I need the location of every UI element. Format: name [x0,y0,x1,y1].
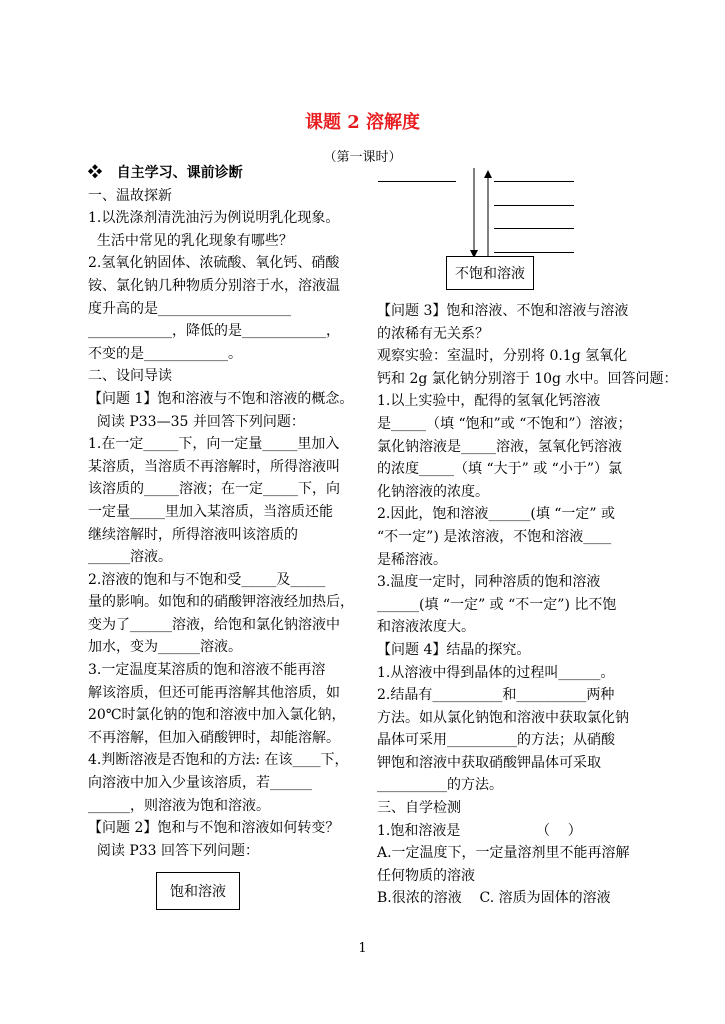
text-line: 一、温故探新 [88,187,172,204]
text-line: 【问题 3】饱和溶液、不饱和溶液与溶液 [377,303,629,319]
text-line: 钙和 2g 氯化钠分别溶于 10g 水中。回答问题： [377,370,678,387]
text-line: 3.温度一定时，同种溶质的饱和溶液 [377,574,601,591]
text-line: 1.从溶液中得到晶体的过程叫______。 [377,664,615,681]
text-line: 三、自学检测 [377,800,461,817]
text-line: B.很浓的溶液 C. 溶质为固体的溶液 [377,890,611,907]
text-line: 是稀溶液。 [377,551,447,568]
text-line: 该溶质的_____溶液；在一定_____下，向 [88,481,340,498]
text-line: 2.结晶有__________和__________两种 [377,687,615,704]
text-line: 晶体可采用__________的方法；从硝酸 [377,732,615,749]
diagram-blank-right-4 [494,252,574,253]
text-line: 不再溶解，但加入硝酸钾时，却能溶解。 [88,729,340,746]
text-line: __________的方法。 [377,777,503,794]
text-line: 铵、氯化钠几种物质分别溶于水，溶液温 [88,277,340,294]
text-line: 任何物质的溶液 [377,867,475,884]
text-line: 1.以洗涤剂清洗油污为例说明乳化现象。 [88,210,340,227]
text-line: 向溶液中加入少量该溶质，若______ [88,775,312,792]
text-line: 2.溶液的饱和与不饱和受_____及_____ [88,571,326,588]
text-line: ______(填 “一定” 或 “不一定”) 比不饱 [377,596,617,613]
text-line: 二、设问导读 [88,368,172,385]
diagram-blank-left-1 [378,181,456,182]
text-line: 1.以上实验中，配得的氢氧化钙溶液 [377,393,601,410]
text-line: 某溶质，当溶质不再溶解时，所得溶液叫 [88,458,340,475]
text-line: 阅读 P33 回答下列问题： [88,842,260,859]
diagram-blank-right-2 [494,205,574,206]
section-heading: ❖ 自主学习、课前诊断 [88,165,243,181]
text-line: 【问题 4】结晶的探究。 [377,641,531,658]
text-line: 量的影响。如饱和的硝酸钾溶液经加热后， [88,594,354,611]
text-line: 1.饱和溶液是 （ ） [377,822,582,839]
text-line: 2.因此，饱和溶液______(填 “一定” 或 [377,506,616,523]
text-line: 20℃时氯化钠的饱和溶液中加入氯化钠， [88,707,346,724]
text-line: 是_____（填 “饱和”或 “不饱和”）溶液； [377,415,632,432]
page-subtitle: （第一课时） [323,150,402,165]
text-line: 方法。如从氯化钠饱和溶液中获取氯化钠 [377,709,629,726]
text-line: A.一定温度下，一定量溶剂里不能再溶解 [377,845,630,862]
text-line: 和溶液浓度大。 [377,619,475,636]
diagram-blank-right-1 [494,181,574,182]
text-line: 的浓稀有无关系？ [377,325,489,342]
text-line: “不一定”) 是浓溶液，不饱和溶液____ [377,528,612,545]
text-line: 【问题 2】饱和与不饱和溶液如何转变？ [88,820,340,837]
right-column [377,300,678,910]
text-line: 钾饱和溶液中获取硝酸钾晶体可采取 [377,754,601,771]
text-line: ______溶液。 [88,549,172,566]
text-line: 变为了______溶液，给饱和氯化钠溶液中 [88,616,340,633]
saturated-solution-box: 饱和溶液 [156,872,240,910]
unsaturated-solution-box: 不饱和溶液 [446,256,534,290]
text-line: 解该溶质，但还可能再溶解其他溶质，如 [88,684,340,701]
text-line: 2.氢氧化钠固体、浓硫酸、氧化钙、硝酸 [88,255,340,272]
text-line: 【问题 1】饱和溶液与不饱和溶液的概念。 [88,390,354,407]
text-line: 继续溶解时，所得溶液叫该溶质的 [88,526,298,543]
text-line: 不变的是____________。 [88,345,242,362]
text-line: 氯化钠溶液是_____溶液，氢氧化钙溶液 [377,438,622,455]
text-line: 生活中常见的乳化现象有哪些？ [88,232,293,249]
text-line: 度升高的是___________________ [88,300,291,317]
text-line: 加水，变为______溶液。 [88,639,242,656]
text-line: 3.一定温度某溶质的饱和溶液不能再溶 [88,662,326,679]
text-line: ______，则溶液为饱和溶液。 [88,797,270,814]
page-number: 1 [358,941,367,956]
page-title: 课题 2 溶解度 [304,112,421,133]
text-line: 阅读 P33—35 并回答下列问题： [88,413,305,430]
text-line: 观察实验：室温时，分别将 0.1g 氢氧化 [377,348,628,365]
text-line: ____________，降低的是____________， [88,323,340,340]
diagram-blank-right-3 [494,228,574,229]
text-line: 一定量_____里加入某溶质，当溶质还能 [88,503,333,520]
left-column [88,162,353,862]
text-line: 化钠溶液的浓度。 [377,483,489,500]
text-line: 4.判断溶液是否饱和的方法: 在该____下， [88,752,349,769]
text-line: 1.在一定_____下，向一定量_____里加入 [88,436,340,453]
text-line: 的浓度_____（填 “大于” 或 “小于”）氯 [377,461,622,478]
up-arrow-head [484,170,492,178]
